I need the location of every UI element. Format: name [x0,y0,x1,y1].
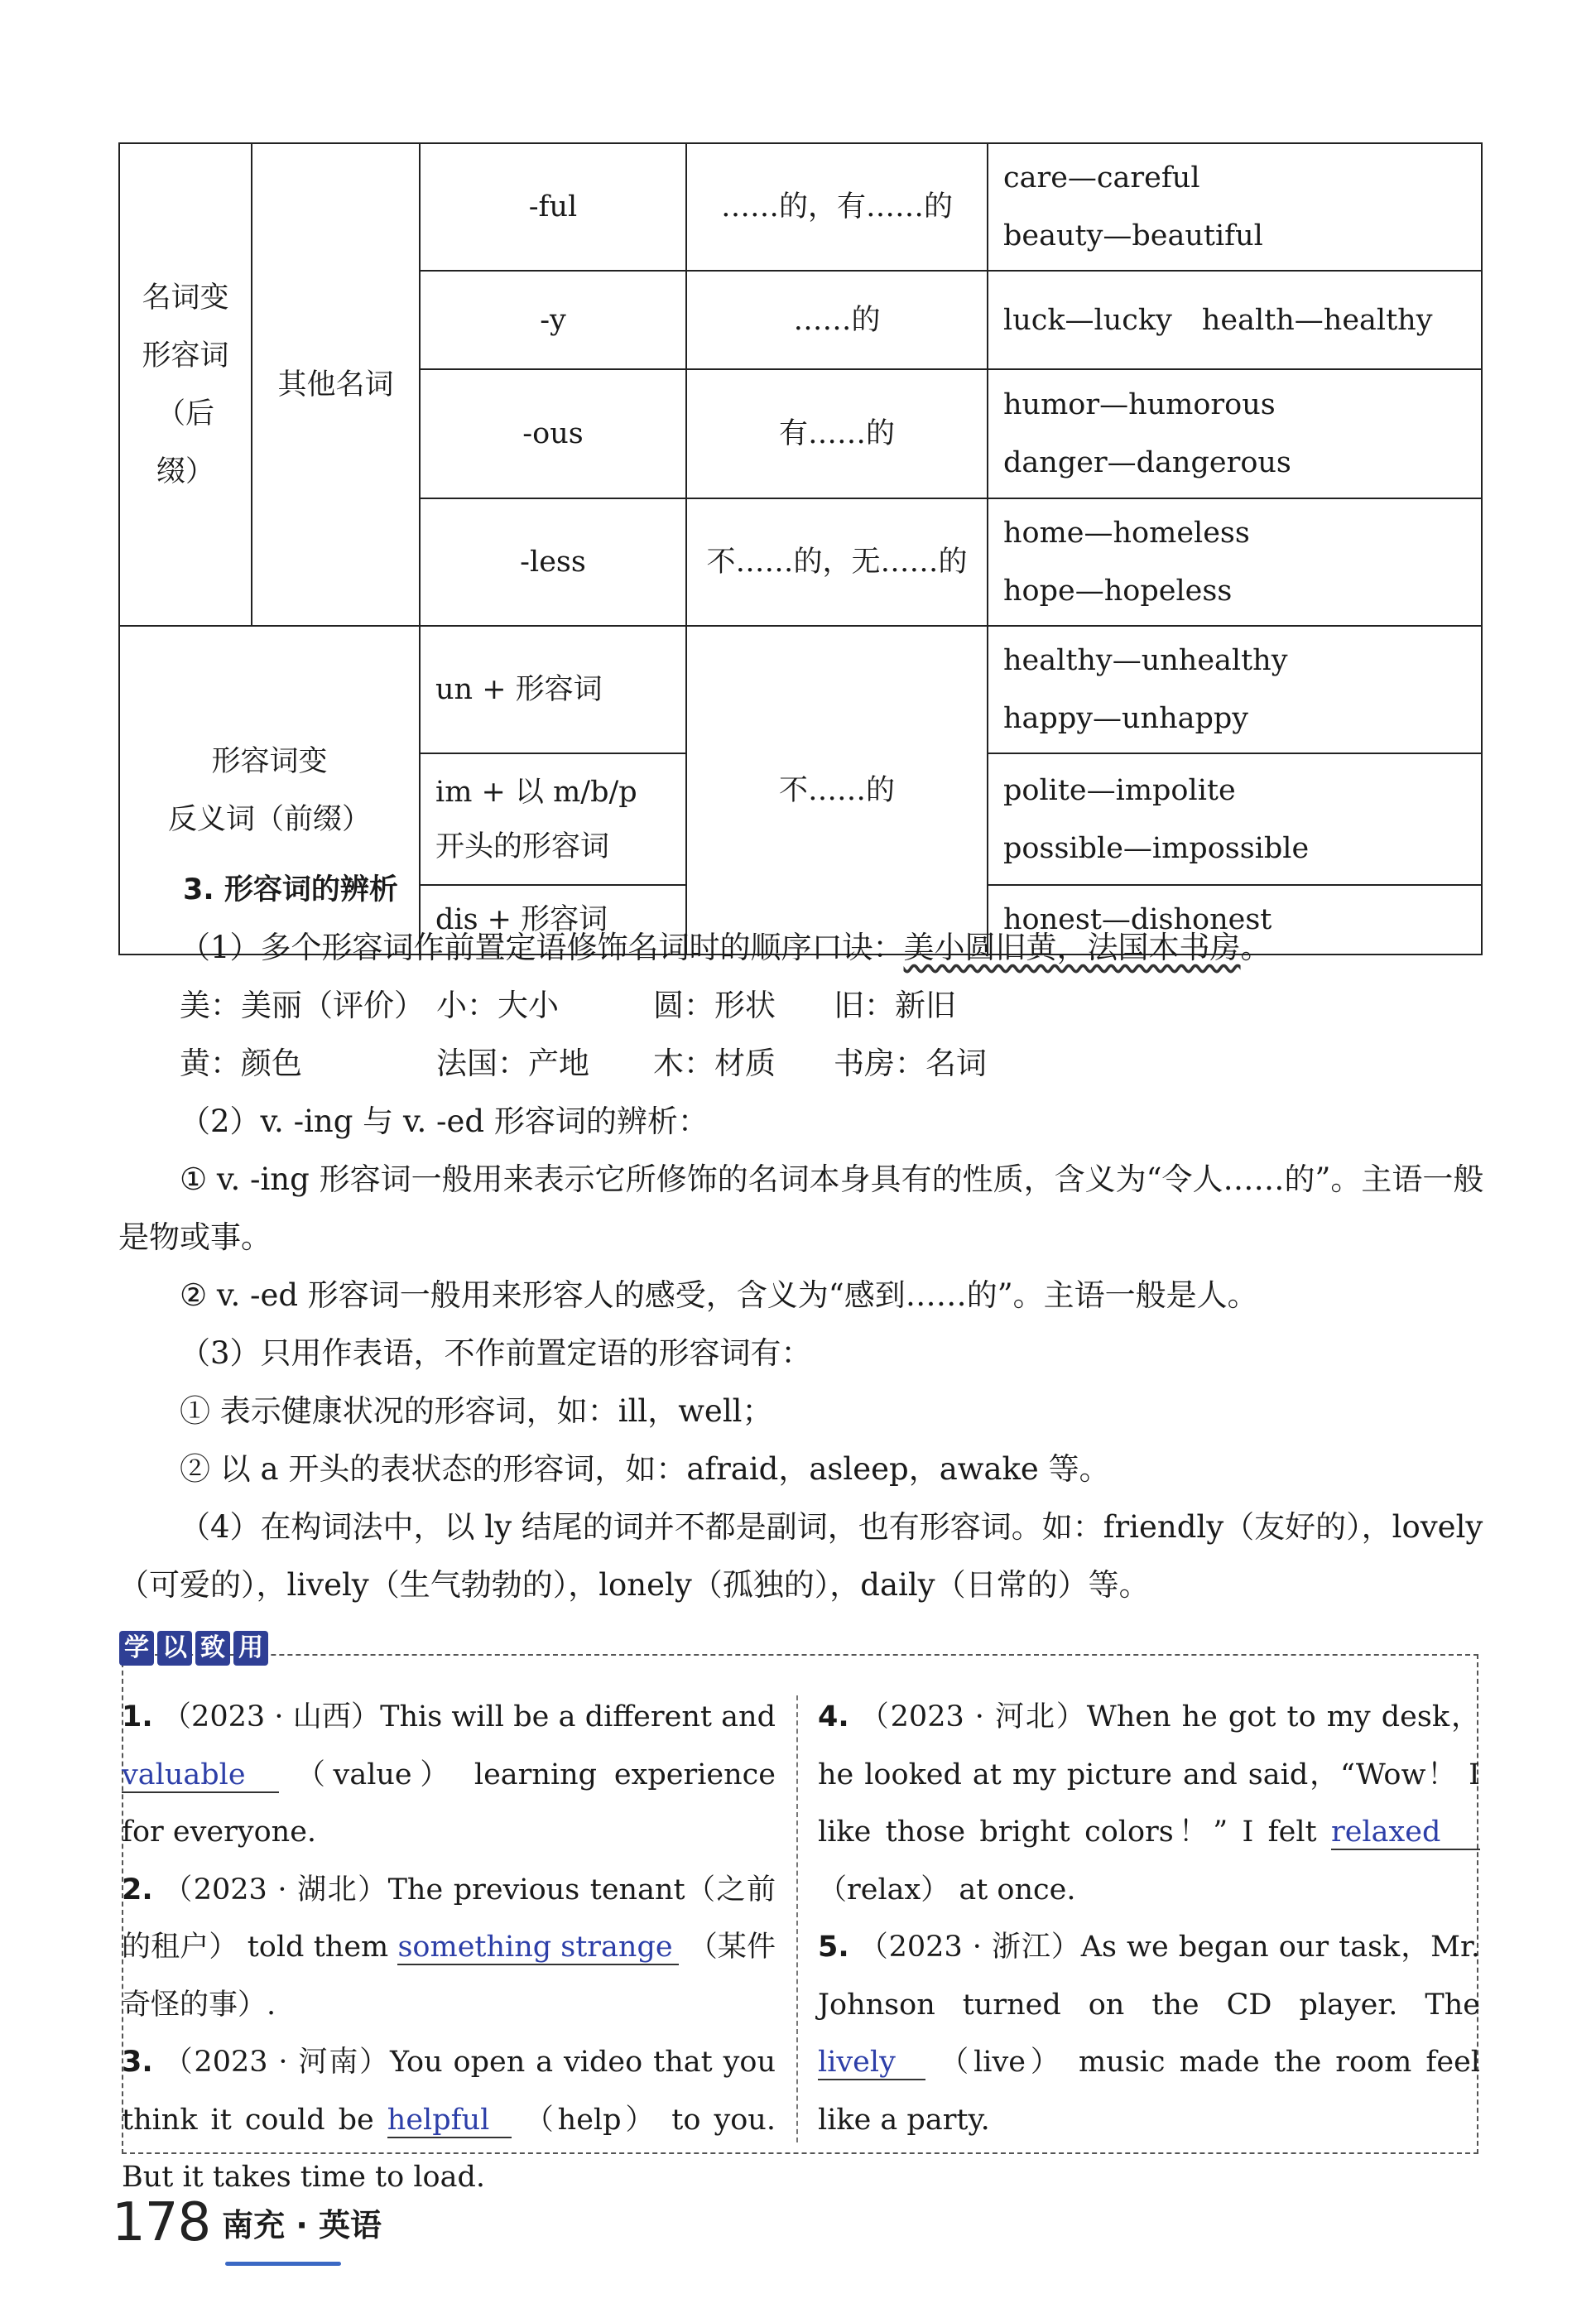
footer-accent-line [225,2262,341,2266]
example-cell: healthy—unhealthy happy—unhappy [988,626,1482,753]
exercise-column-left [122,1689,776,2207]
suffix-cell: -ous [420,369,686,498]
example-cell: luck—lucky health—healthy [988,271,1482,369]
group1-subcategory: 其他名词 [252,143,420,626]
adjective-distinction-section [118,861,1484,1614]
answer-blank: valuable [122,1758,279,1793]
page-number: 178 [112,2192,211,2253]
order-grid-row: 美：美丽（评价） 小：大小 圆：形状 旧：新旧 [180,988,956,1023]
suffix-cell: -y [420,271,686,369]
mnemonic: 美小圆旧黄，法国木书房 [903,930,1241,965]
answer-blank: helpful [387,2104,512,2138]
meaning-cell: ……的，有……的 [686,143,988,271]
answer-blank: something strange [397,1931,679,1965]
suffix-cell: -less [420,498,686,626]
page-footer [112,2192,382,2253]
example-cell: humor—humorous danger—dangerous [988,369,1482,498]
example-cell: honest—dishonest [988,885,1482,955]
example-cell: polite—impolite possible—impossible [988,753,1482,885]
exercise-column-right [818,1689,1480,2149]
meaning-cell: ……的 [686,271,988,369]
example-cell: care—carefulbeauty—beautiful [988,143,1482,271]
word-formation-table [118,142,1483,955]
exercise-badge: 学 以 致 用 [119,1631,268,1666]
question-5: 5. （2023 · 浙江）As we began our task，Mr. Johnson turned on the CD player. The lively （live） music made the room feel like a party. [818,1931,1480,2137]
group2-category: 形容词变 反义词（前缀） [119,626,420,955]
question-3: 3. （2023 · 河南）You open a video that you think it could be helpful （help） to you. But it takes time to load. [122,2046,776,2194]
answer-blank: relaxed [1331,1815,1480,1850]
paragraph-ly-adjectives: （4）在构词法中，以 ly 结尾的词并不都是副词，也有形容词。如：friendly（友好的），lovely（可爱的），lively（生气勃勃的），lonely（孤独的），daily（日常的）等。 [118,1509,1483,1603]
paragraph-a-prefix: ② 以 a 开头的表状态的形容词，如：afraid，asleep，awake 等。 [180,1451,1110,1487]
meaning-cell: 不……的，无……的 [686,498,988,626]
paragraph-ing-ed: （2）v. -ing 与 v. -ed 形容词的辨析： [180,1104,709,1139]
question-4: 4. （2023 · 河北）When he got to my desk，he looked at my picture and said，“Wow！ I like those bright colors！” I felt relaxed （relax） at once. [818,1700,1480,1907]
meaning-cell: 有……的 [686,369,988,498]
paragraph-ed-rule: ② v. -ed 形容词一般用来形容人的感受，含义为“感到……的”。主语一般是人。 [180,1277,1258,1313]
order-grid-row: 黄：颜色 法国：产地 木：材质 书房：名词 [180,1046,987,1081]
prefix-cell: un + 形容词 [420,626,686,753]
prefix-cell: im + 以 m/b/p 开头的形容词 [420,753,686,885]
question-1: 1. （2023 · 山西）This will be a different and valuable （value） learning experience for everyone. [122,1700,776,1849]
suffix-cell: -ful [420,143,686,271]
question-2: 2. （2023 · 湖北）The previous tenant（之前的租户） told them something strange （某件奇怪的事）. [122,1873,776,2022]
answer-blank: lively [818,2046,925,2080]
paragraph-health: ① 表示健康状况的形容词，如：ill，well； [180,1393,773,1429]
section-heading: 3. 形容词的辨析 [183,873,398,906]
group1-category: 名词变 形容词 （后缀） [119,143,252,626]
paragraph-predicative: （3）只用作表语，不作前置定语的形容词有： [180,1335,812,1371]
prefix-cell: dis + 形容词 [420,885,686,955]
column-divider [796,1695,798,2142]
group2-meaning: 不……的 [686,626,988,955]
book-title: 南充 · 英语 [222,2207,382,2243]
paragraph-ing-rule: ① v. -ing 形容词一般用来表示它所修饰的名词本身具有的性质，含义为“令人……的”。主语一般是物或事。 [118,1161,1484,1255]
example-cell: home—homelesshope—hopeless [988,498,1482,626]
paragraph-order-rule: （1）多个形容词作前置定语修饰名词时的顺序口诀：美小圆旧黄，法国木书房。 [180,930,1272,965]
